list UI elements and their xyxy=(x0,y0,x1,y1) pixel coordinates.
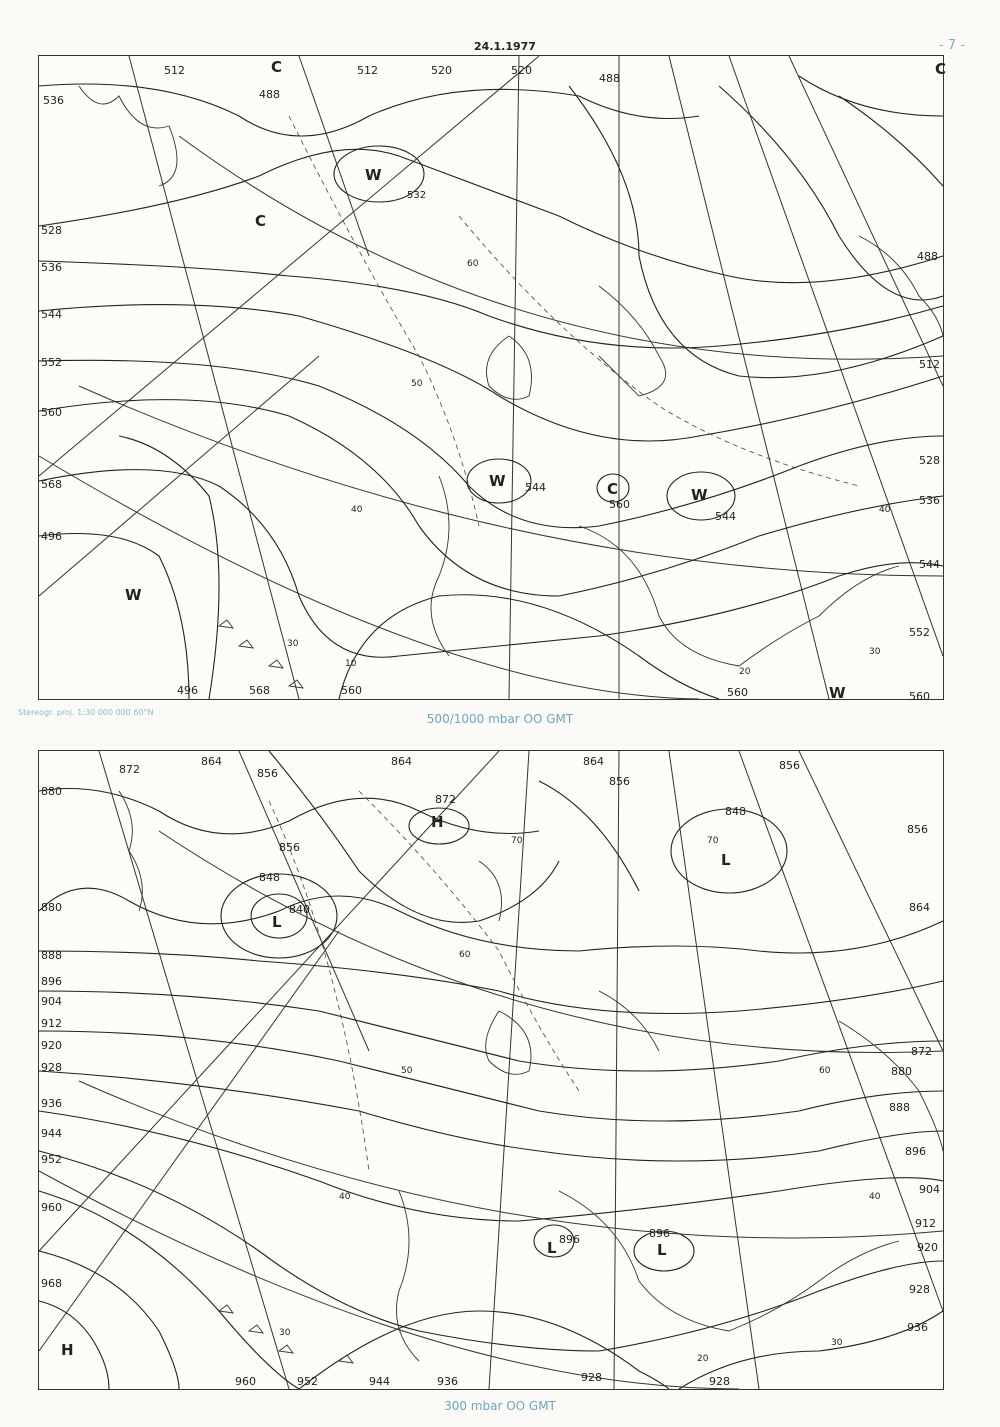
contour-label: 544 xyxy=(525,481,546,494)
contour-label: 544 xyxy=(919,558,940,571)
contour-label: 880 xyxy=(41,785,62,798)
speed-label: 60 xyxy=(459,950,471,960)
contour-label: 536 xyxy=(919,494,940,507)
cold-center: C xyxy=(271,58,283,76)
meridian-line xyxy=(129,56,299,699)
contour-label: 896 xyxy=(649,1227,670,1240)
contour-label: 856 xyxy=(257,767,278,780)
contour-label: 896 xyxy=(905,1145,926,1158)
contour-label: 944 xyxy=(369,1375,390,1388)
contour-label: 920 xyxy=(41,1039,62,1052)
contour-label: 968 xyxy=(41,1277,62,1290)
contour-label: 888 xyxy=(41,949,62,962)
contour-label: 512 xyxy=(357,64,378,77)
contour-label: 864 xyxy=(201,755,222,768)
contour-label: 872 xyxy=(435,793,456,806)
map2-caption: 300 mbar OO GMT xyxy=(444,1399,556,1413)
contour-label: 856 xyxy=(779,759,800,772)
cold-center: C xyxy=(935,60,947,78)
high-center: H xyxy=(61,1341,74,1359)
warm-center: W xyxy=(365,166,382,184)
thickness-label: 30 xyxy=(287,639,299,649)
contour-label: 568 xyxy=(41,478,62,491)
contour-label: 560 xyxy=(609,498,630,511)
low-center: L xyxy=(657,1241,667,1259)
contour-label: 936 xyxy=(907,1321,928,1334)
contour-label: 872 xyxy=(911,1045,932,1058)
contour-label: 496 xyxy=(177,684,198,697)
contour-label: 560 xyxy=(727,686,748,699)
speed-label: 70 xyxy=(511,836,523,846)
contour-label: 488 xyxy=(259,88,280,101)
contour-label: 528 xyxy=(41,224,62,237)
contour-label: 928 xyxy=(709,1375,730,1388)
contour-label: 560 xyxy=(41,406,62,419)
speed-label: 60 xyxy=(819,1066,831,1076)
thickness-label: 50 xyxy=(411,379,423,389)
contour-label: 928 xyxy=(41,1061,62,1074)
contour-label: 536 xyxy=(43,94,64,107)
contour-label: 856 xyxy=(279,841,300,854)
map1-svg xyxy=(39,56,947,703)
contour-label: 488 xyxy=(599,72,620,85)
contour-label: 552 xyxy=(41,356,62,369)
low-center: L xyxy=(721,851,731,869)
speed-label: 20 xyxy=(697,1354,709,1364)
contour-label: 568 xyxy=(249,684,270,697)
contour-label: 944 xyxy=(41,1127,62,1140)
contour-label: 488 xyxy=(917,250,938,263)
contour-label: 512 xyxy=(164,64,185,77)
warm-center: W xyxy=(489,472,506,490)
contour-label: 520 xyxy=(511,64,532,77)
thickness-label: 40 xyxy=(879,505,891,515)
contour-label: 872 xyxy=(119,763,140,776)
contour-label: 920 xyxy=(917,1241,938,1254)
contour-label: 936 xyxy=(41,1097,62,1110)
map1-caption: 500/1000 mbar OO GMT xyxy=(426,712,574,726)
contour-label: 904 xyxy=(41,995,62,1008)
contour-label: 864 xyxy=(583,755,604,768)
speed-label: 50 xyxy=(401,1066,413,1076)
contour-label: 888 xyxy=(889,1101,910,1114)
contour-label: 952 xyxy=(297,1375,318,1388)
low-center: L xyxy=(272,913,282,931)
page-number: - 7 - xyxy=(939,38,965,53)
meridian-line xyxy=(39,751,499,1251)
map2-svg xyxy=(39,751,943,1389)
cold-center: C xyxy=(607,480,619,498)
contour-label: 532 xyxy=(407,190,427,201)
thickness-label: 10 xyxy=(345,659,357,669)
chart-date: 24.1.1977 xyxy=(474,40,536,53)
meridian-line xyxy=(489,751,529,1389)
meridian-line xyxy=(669,56,829,699)
thickness-label: 40 xyxy=(351,505,363,515)
speed-label: 30 xyxy=(831,1338,843,1348)
cold-center: C xyxy=(255,212,267,230)
warm-center: W xyxy=(125,586,142,604)
contour-label: 896 xyxy=(559,1233,580,1246)
meridian-line xyxy=(509,56,519,699)
contour-label: 544 xyxy=(715,510,736,523)
contour-label: 840 xyxy=(289,903,310,916)
contour-label: 520 xyxy=(431,64,452,77)
projection-note: Stereogr. proj. 1:30 000 000 60°N xyxy=(18,708,154,717)
high-center: H xyxy=(431,813,444,831)
contour-label: 928 xyxy=(909,1283,930,1296)
contour-label: 512 xyxy=(919,358,940,371)
contour-label: 960 xyxy=(41,1201,62,1214)
warm-center: W xyxy=(829,684,846,702)
speed-label: 40 xyxy=(339,1192,351,1202)
contour-label: 864 xyxy=(909,901,930,914)
contour-label: 936 xyxy=(437,1375,458,1388)
contour-label: 536 xyxy=(41,261,62,274)
contour-label: 880 xyxy=(41,901,62,914)
latitude-line xyxy=(179,136,943,359)
map-300mbar xyxy=(38,750,944,1390)
meridian-line xyxy=(39,56,539,476)
thickness-label: 60 xyxy=(467,259,479,269)
contour-label: 848 xyxy=(259,871,280,884)
contour-label: 896 xyxy=(41,975,62,988)
contour-label: 960 xyxy=(235,1375,256,1388)
meridian-line xyxy=(99,751,289,1389)
contour-label: 928 xyxy=(581,1371,602,1384)
meridian-line xyxy=(39,356,319,596)
contour-label: 952 xyxy=(41,1153,62,1166)
contour-label: 880 xyxy=(891,1065,912,1078)
contour-label: 912 xyxy=(915,1217,936,1230)
contour-label: 856 xyxy=(907,823,928,836)
thickness-label: 30 xyxy=(869,647,881,657)
contour-label: 528 xyxy=(919,454,940,467)
contour-label: 552 xyxy=(909,626,930,639)
thickness-label: 20 xyxy=(739,667,751,677)
warm-center: W xyxy=(691,486,708,504)
meridian-line xyxy=(789,56,943,386)
contour-label: 864 xyxy=(391,755,412,768)
map-500-1000mbar xyxy=(38,55,947,703)
speed-label: 40 xyxy=(869,1192,881,1202)
contour-label: 856 xyxy=(609,775,630,788)
contour-label: 560 xyxy=(341,684,362,697)
contour-label: 848 xyxy=(725,805,746,818)
contour-label: 544 xyxy=(41,308,62,321)
low-center: L xyxy=(547,1239,557,1257)
contour-label: 912 xyxy=(41,1017,62,1030)
contour-label: 904 xyxy=(919,1183,940,1196)
speed-label: 30 xyxy=(279,1328,291,1338)
speed-label: 70 xyxy=(707,836,719,846)
contour-label: 560 xyxy=(909,690,930,703)
latitude-line xyxy=(159,831,943,1053)
contour-label: 496 xyxy=(41,530,62,543)
